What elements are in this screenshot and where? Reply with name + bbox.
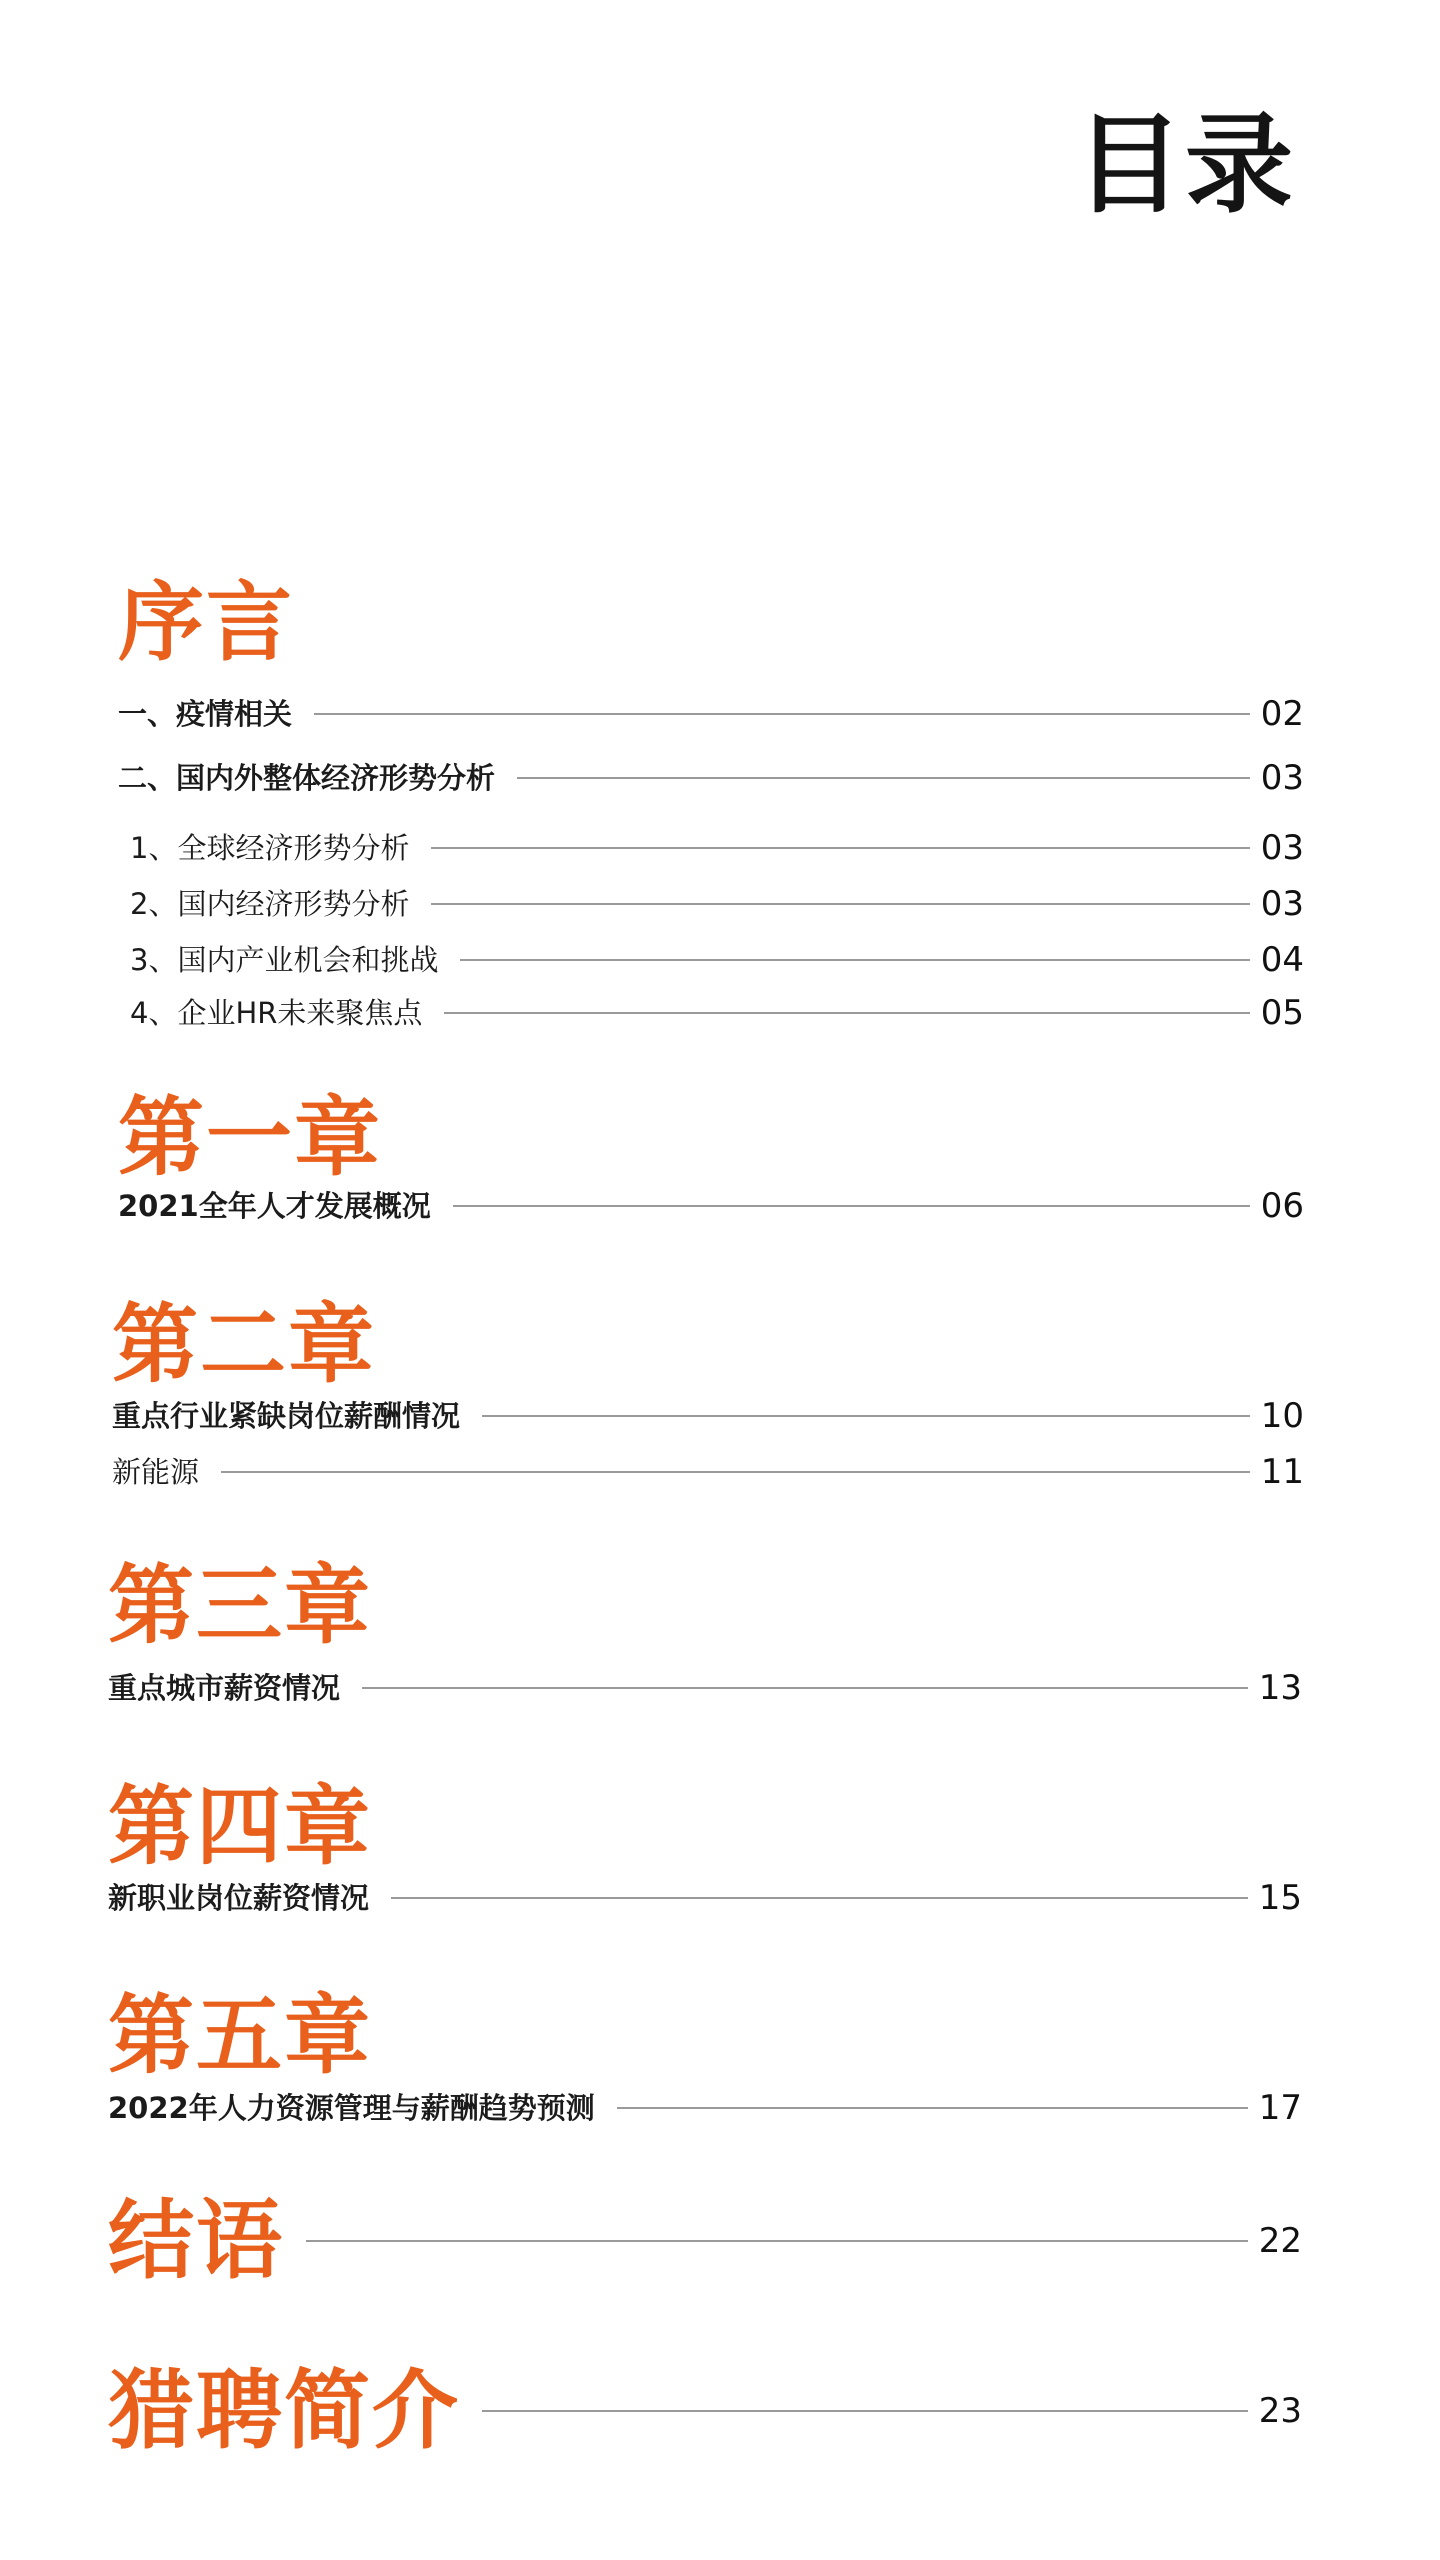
section-heading-chapter-2: 第二章 bbox=[112, 1295, 376, 1395]
toc-entry-label: 3、国内产业机会和挑战 bbox=[130, 942, 439, 977]
section-heading-chapter-1: 第一章 bbox=[118, 1088, 382, 1188]
toc-entry[interactable] bbox=[118, 694, 1304, 734]
leader-line bbox=[460, 959, 1250, 961]
section-heading-chapter-5: 第五章 bbox=[108, 1986, 372, 2086]
toc-entry-label: 4、企业HR未来聚焦点 bbox=[130, 995, 423, 1030]
toc-entry-page: 06 bbox=[1260, 1186, 1304, 1226]
toc-entry-page: 15 bbox=[1258, 1878, 1302, 1918]
toc-entry-company-intro[interactable] bbox=[108, 2361, 1302, 2461]
section-heading-company-intro: 猎聘简介 bbox=[108, 2361, 460, 2461]
toc-entry-page: 13 bbox=[1258, 1668, 1302, 1708]
leader-line bbox=[453, 1205, 1250, 1207]
toc-entry-page: 03 bbox=[1260, 828, 1304, 868]
toc-entry-label: 重点行业紧缺岗位薪酬情况 bbox=[112, 1398, 461, 1433]
section-heading-chapter-3: 第三章 bbox=[108, 1556, 372, 1656]
toc-entry[interactable] bbox=[118, 758, 1304, 798]
toc-entry-page: 04 bbox=[1260, 940, 1304, 980]
toc-entry-label: 重点城市薪资情况 bbox=[108, 1670, 341, 1705]
toc-entry-label: 2、国内经济形势分析 bbox=[130, 886, 410, 921]
toc-entry-page: 02 bbox=[1260, 694, 1304, 734]
toc-entry-page: 17 bbox=[1258, 2088, 1302, 2128]
toc-entry-label: 二、国内外整体经济形势分析 bbox=[118, 760, 496, 795]
toc-entry-page: 05 bbox=[1260, 993, 1304, 1033]
toc-entry-label: 2022年人力资源管理与薪酬趋势预测 bbox=[108, 2090, 595, 2125]
toc-entry[interactable] bbox=[130, 828, 1304, 868]
toc-entry-label: 一、疫情相关 bbox=[118, 696, 293, 731]
toc-entry-label: 新职业岗位薪资情况 bbox=[108, 1880, 370, 1915]
toc-entry-page: 22 bbox=[1258, 2221, 1302, 2261]
toc-entry-page: 23 bbox=[1258, 2391, 1302, 2431]
leader-line bbox=[617, 2107, 1248, 2109]
toc-entry[interactable] bbox=[112, 1452, 1304, 1492]
toc-entry[interactable] bbox=[108, 1878, 1302, 1918]
toc-entry-page: 03 bbox=[1260, 884, 1304, 924]
toc-entry[interactable] bbox=[130, 940, 1304, 980]
leader-line bbox=[482, 1415, 1250, 1417]
section-heading-preface: 序言 bbox=[118, 573, 294, 673]
toc-entry[interactable] bbox=[112, 1396, 1304, 1436]
toc-entry-page: 11 bbox=[1260, 1452, 1304, 1492]
toc-entry-page: 10 bbox=[1260, 1396, 1304, 1436]
toc-entry-closing[interactable] bbox=[108, 2191, 1302, 2291]
leader-line bbox=[517, 777, 1250, 779]
leader-line bbox=[482, 2410, 1248, 2412]
leader-line bbox=[221, 1471, 1250, 1473]
toc-entry[interactable] bbox=[108, 2088, 1302, 2128]
leader-line bbox=[314, 713, 1250, 715]
leader-line bbox=[431, 903, 1250, 905]
toc-entry-label: 2021全年人才发展概况 bbox=[118, 1188, 431, 1223]
toc-entry-label: 1、全球经济形势分析 bbox=[130, 830, 410, 865]
toc-entry-label: 新能源 bbox=[112, 1454, 200, 1489]
toc-entry[interactable] bbox=[130, 993, 1304, 1033]
page-title: 目录 bbox=[1074, 103, 1295, 228]
toc-entry[interactable] bbox=[130, 884, 1304, 924]
toc-entry[interactable] bbox=[108, 1668, 1302, 1708]
toc-entry[interactable] bbox=[118, 1186, 1304, 1226]
leader-line bbox=[391, 1897, 1248, 1899]
leader-line bbox=[362, 1687, 1248, 1689]
toc-entry-page: 03 bbox=[1260, 758, 1304, 798]
leader-line bbox=[444, 1012, 1250, 1014]
leader-line bbox=[306, 2240, 1248, 2242]
leader-line bbox=[431, 847, 1250, 849]
section-heading-closing: 结语 bbox=[108, 2191, 284, 2291]
section-heading-chapter-4: 第四章 bbox=[108, 1777, 372, 1877]
